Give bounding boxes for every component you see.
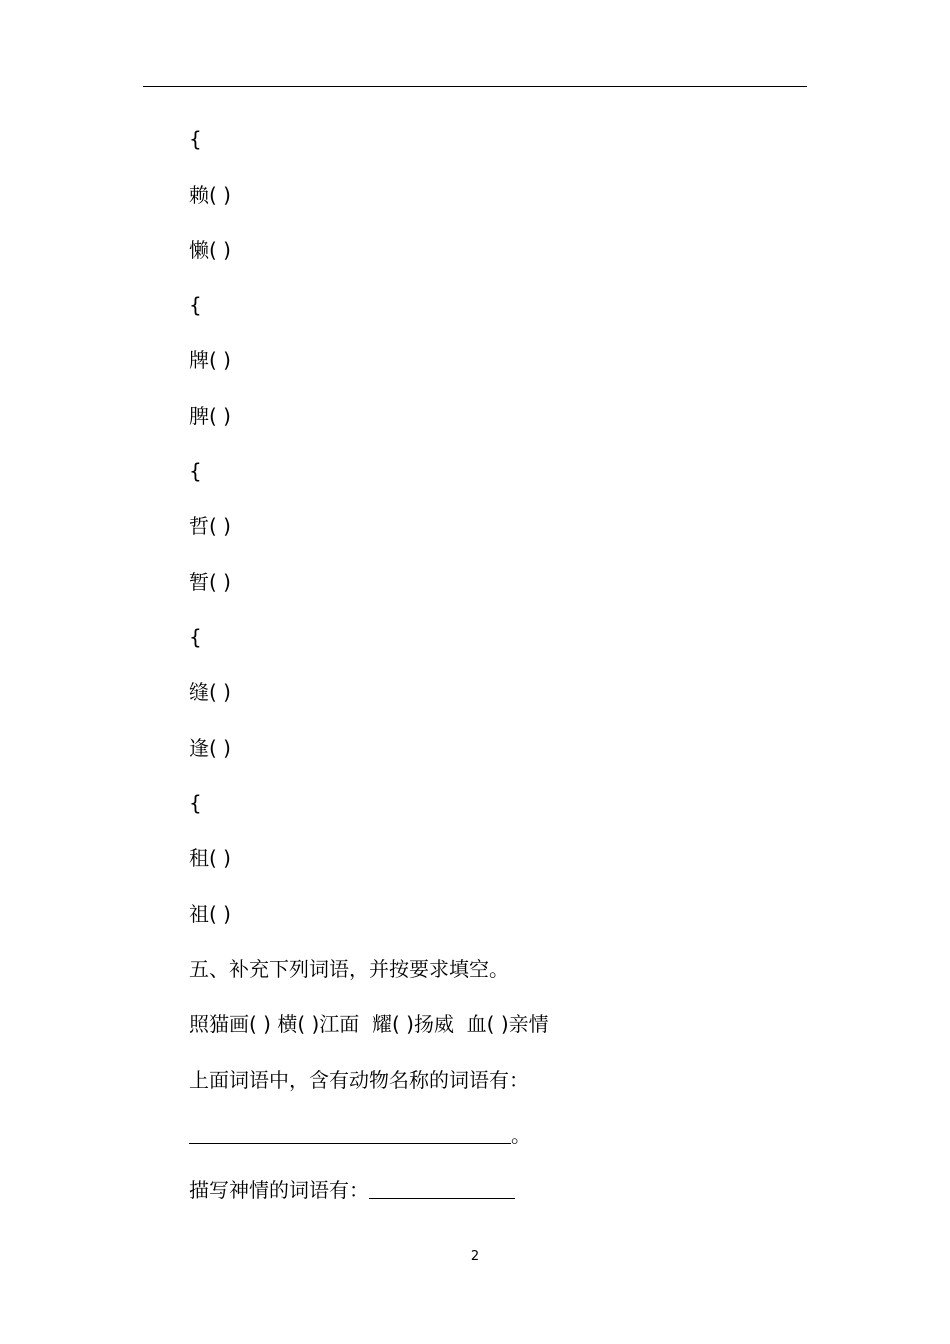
page-number: 2 [470,1249,480,1264]
question-prompt: 上面词语中，含有动物名称的词语有： [189,1068,529,1092]
brace-line: { [189,791,202,815]
brace-line: { [189,293,202,317]
char-item: 懒( ) [189,238,231,262]
char-item: 缝( ) [189,680,231,704]
brace-line: { [189,127,202,151]
char-item: 租( ) [189,846,231,870]
char-item: 祖( ) [189,902,231,926]
brace-line: { [189,459,202,483]
brace-line: { [189,625,202,649]
char-item: 牌( ) [189,348,231,372]
answer-line-1 [189,1123,531,1147]
char-item: 暂( ) [189,570,231,594]
header-rule [143,86,807,87]
answer-blank[interactable] [189,1123,511,1144]
word-list: 照猫画( ) 横( )江面 耀( )扬威 血( )亲情 [189,1012,549,1036]
answer-blank[interactable] [369,1178,515,1199]
answer-line-2 [189,1178,515,1202]
section-heading: 五、补充下列词语，并按要求填空。 [189,957,509,981]
char-item: 脾( ) [189,404,231,428]
answer-suffix: 。 [511,1123,531,1147]
char-item: 赖( ) [189,183,231,207]
answer-label: 描写神情的词语有： [189,1178,369,1202]
char-item: 逢( ) [189,736,231,760]
char-item: 哲( ) [189,514,231,538]
